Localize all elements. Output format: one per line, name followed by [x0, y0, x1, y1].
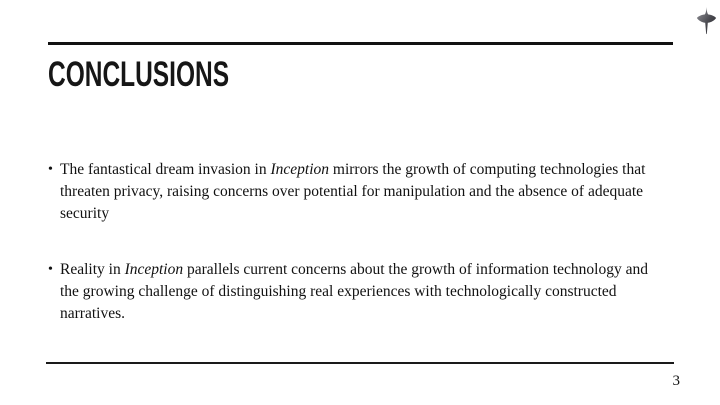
- bullet-marker: •: [48, 262, 53, 277]
- bullet-list: [48, 159, 666, 359]
- bottom-divider: [46, 362, 674, 364]
- bullet-marker: •: [48, 162, 53, 177]
- page-number: 3: [672, 373, 680, 389]
- slide-title: CONCLUSIONS: [48, 55, 230, 94]
- bullet-text: The fantastical dream invasion in Inception mirrors the growth of computing technologies that threaten privacy, raising concerns over potential for manipulation and the absence of adequate security: [60, 161, 646, 222]
- list-item: [48, 259, 666, 325]
- list-item: [48, 159, 666, 225]
- spinning-top-icon: [696, 7, 717, 37]
- top-divider: [48, 42, 673, 45]
- bullet-text: Reality in Inception parallels current concerns about the growth of information technology and the growing challenge of distinguishing real experiences with technologically constructed narratives.: [60, 261, 648, 322]
